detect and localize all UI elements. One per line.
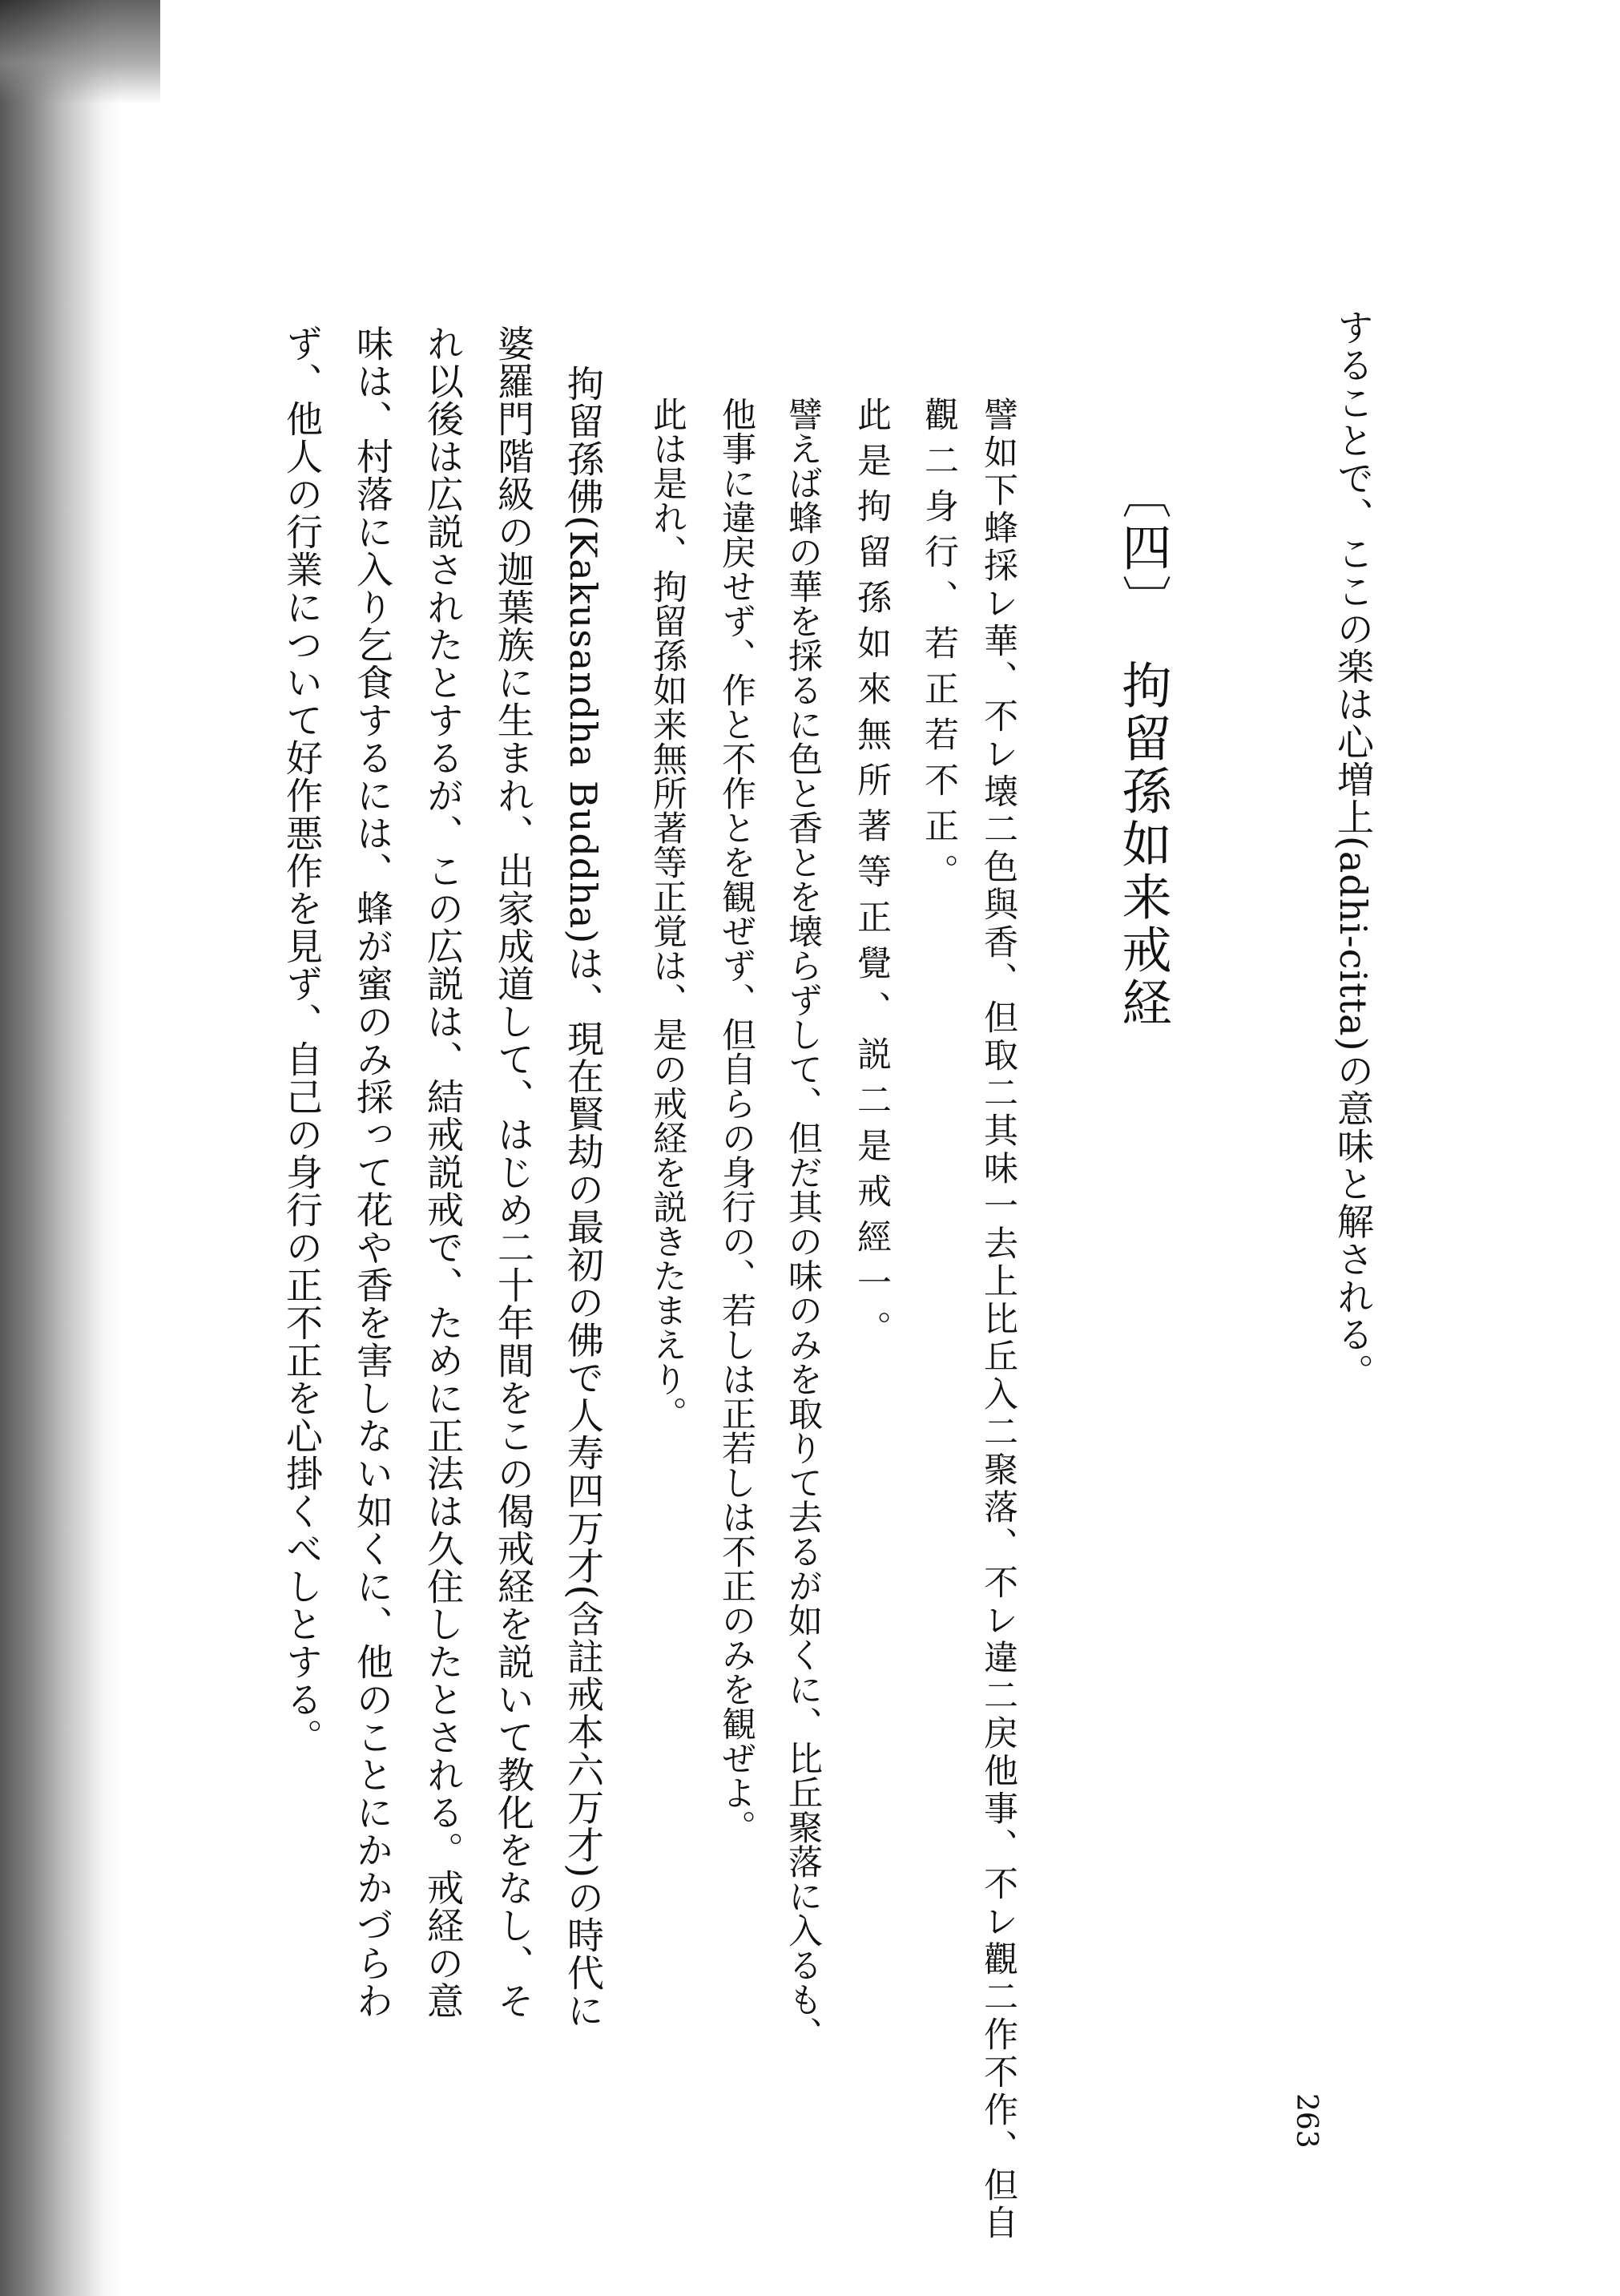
scan-corner-shadow: [0, 0, 160, 104]
commentary-line-5: ず、他人の行業について好作悪作を見ず、自己の身行の正不正を心掛くべしとする。: [280, 325, 324, 1756]
verse-line-3: 此是拘留孫如來無所著等正覺、説二是戒經一。: [852, 397, 892, 1356]
verse-line-2: 觀二身行、若正若不正。: [919, 397, 959, 899]
translation-line-3: 此は是れ、拘留孫如来無所著等正覚は、是の戒経を説きたまえり。: [647, 397, 687, 1430]
verse-line-1: 譬如下蜂採レ華、不レ壊二色與香、但取二其味一去上比丘入二聚落、不レ違二戻他事、不レ觀二作不作、但自: [978, 397, 1018, 2242]
heading-number: 〔四〕: [1114, 469, 1172, 627]
scan-edge-shadow: [0, 0, 120, 2296]
heading-title: 拘留孫如来戒経: [1114, 660, 1172, 1030]
commentary-line-4: 味は、村落に入り乞食するには、蜂が蜜のみ採って花や香を害しない如くに、他のことにかかづらわ: [351, 325, 394, 2020]
commentary-line-2: 婆羅門階級の迦葉族に生まれ、出家成道して、はじめ二十年間をこの偈戒経を説いて教化をなし、そ: [492, 325, 535, 2020]
section-heading: [1114, 469, 1172, 1030]
translation-line-2: 他事に違戻せず、作と不作とを観ぜず、但自らの身行の、若しは正若しは不正のみを観ぜよ。: [716, 397, 756, 1844]
translation-line-1: 譬えば蜂の華を採るに色と香とを壊らずして、但だ其の味のみを取りて去るが如くに、比丘聚落に入るも、: [783, 397, 823, 2051]
commentary-line-3: れ以後は広説されたとするが、この広説は、結戒説戒で、ために正法は久住したとされる。戒経の意: [421, 325, 465, 2020]
commentary-line-1: 拘留孫佛(Kakusandha Buddha)は、現在賢劫の最初の佛で人寿四万才(含註戒本六万才)の時代に: [562, 365, 605, 2030]
intro-line: することで、ここの楽は心増上(adhi-citta)の意味と解される。: [1332, 309, 1375, 1391]
page-number: 263: [1290, 2093, 1323, 2149]
